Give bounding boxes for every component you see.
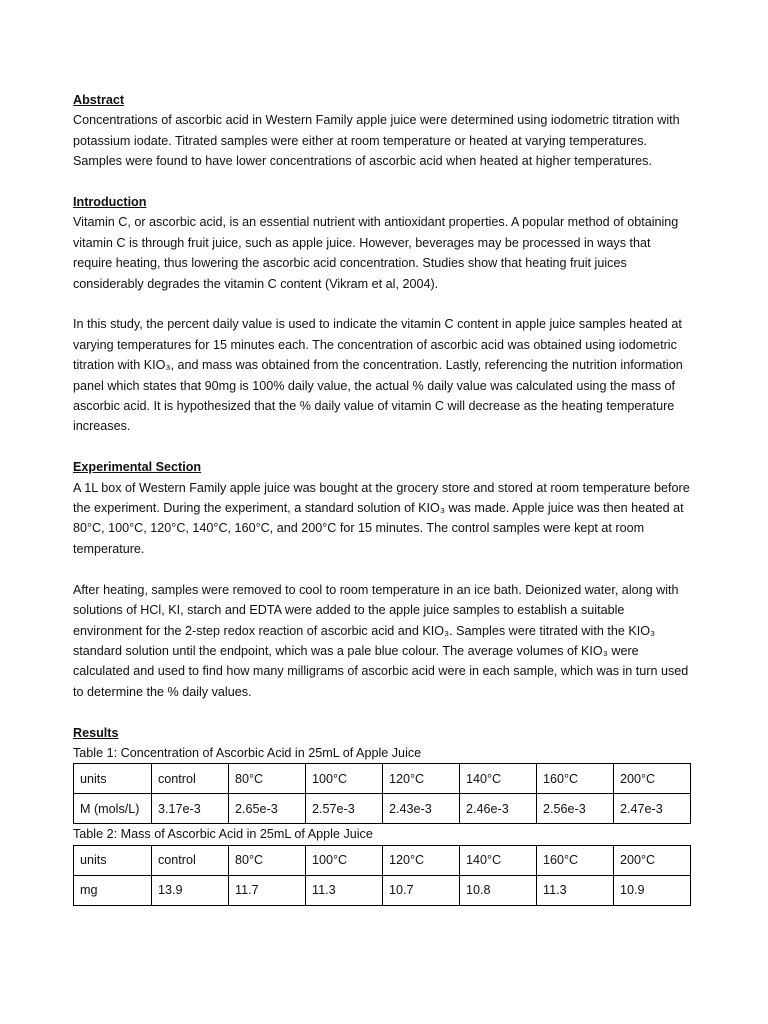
introduction-paragraph-1: Vitamin C, or ascorbic acid, is an essential nutrient with antioxidant properties. A popular method of obtaining vitamin C is through fruit juice, such as apple juice. However, beverages may be processed in ways that require heating, thus lowering the ascorbic acid concentration. Studies show that heating fruit juices considerably degrades the vitamin C content (Vikram et al, 2004).	[73, 215, 679, 291]
concentration-table	[73, 763, 691, 824]
table-cell: units	[74, 845, 152, 875]
table-cell: 2.43e-3	[383, 794, 460, 824]
table-cell: control	[152, 845, 229, 875]
experimental-paragraph-2: After heating, samples were removed to cool to room temperature in an ice bath. Deionized water, along with solutions of HCl, KI, starch and EDTA were added to the apple juice samples to establish a suitable environment for the 2-step redox reaction of ascorbic acid and KIO₃. Samples were titrated with the KIO₃ standard solution until the endpoint, which was a pale blue colour. The average volumes of KIO₃ were calculated and used to find how many milligrams of ascorbic acid were in each sample, which was in turn used to determine the % daily values.	[73, 582, 689, 699]
table-cell: 11.3	[537, 875, 614, 905]
table-row	[74, 794, 691, 824]
table-cell: 10.7	[383, 875, 460, 905]
introduction-heading: Introduction	[73, 195, 147, 210]
table-cell: 120°C	[383, 764, 460, 794]
table-cell: units	[74, 764, 152, 794]
table-cell: M (mols/L)	[74, 794, 152, 824]
table-cell: 11.3	[306, 875, 383, 905]
abstract-heading: Abstract	[73, 93, 125, 107]
experimental-section	[73, 457, 693, 702]
table-1-caption: Table 1: Concentration of Ascorbic Acid in 25mL of Apple Juice	[73, 745, 422, 760]
table-cell: 2.65e-3	[229, 794, 306, 824]
table-cell: 140°C	[460, 845, 537, 875]
table-cell: 3.17e-3	[152, 794, 229, 824]
table-cell: 10.8	[460, 875, 537, 905]
table-cell: 160°C	[537, 764, 614, 794]
table-cell: control	[152, 764, 229, 794]
mass-table	[73, 845, 691, 906]
table-cell: 160°C	[537, 845, 614, 875]
abstract-body: Concentrations of ascorbic acid in Western Family apple juice were determined using iodometric titration with potassium iodate. Titrated samples were either at room temperature or heated at varying temperatures. Samples were found to have lower concentrations of ascorbic acid when heated at higher temperatures.	[73, 113, 680, 169]
table-2-caption: Table 2: Mass of Ascorbic Acid in 25mL of Apple Juice	[73, 827, 373, 842]
experimental-paragraph-1: A 1L box of Western Family apple juice was bought at the grocery store and stored at room temperature before the experiment. During the experiment, a standard solution of KIO₃ was made. Apple juice was then heated at 80°C, 100°C, 120°C, 140°C, 160°C, and 200°C for 15 minutes. The control samples were kept at room temperature.	[73, 480, 690, 556]
table-cell: 2.46e-3	[460, 794, 537, 824]
table-cell: 10.9	[614, 875, 691, 905]
table-cell: 11.7	[229, 875, 306, 905]
table-cell: 120°C	[383, 845, 460, 875]
table-cell: 100°C	[306, 764, 383, 794]
experimental-heading: Experimental Section	[73, 460, 202, 475]
introduction-paragraph-2: In this study, the percent daily value is used to indicate the vitamin C content in apple juice samples heated at varying temperatures for 15 minutes each. The concentration of ascorbic acid was obtained using iodometric titration with KIO₃, and mass was obtained from the concentration. Lastly, referencing the nutrition information panel which states that 90mg is 100% daily value, the actual % daily value was calculated using the mass of ascorbic acid. It is hypothesized that the % daily value of vitamin C will decrease as the heating temperature increases.	[73, 317, 683, 434]
table-row	[74, 764, 691, 794]
table-cell: 2.57e-3	[306, 794, 383, 824]
introduction-section	[73, 192, 693, 437]
table-cell: 80°C	[229, 845, 306, 875]
results-section	[73, 723, 693, 906]
table-cell: 140°C	[460, 764, 537, 794]
table-cell: 2.56e-3	[537, 794, 614, 824]
table-row	[74, 845, 691, 875]
results-heading: Results	[73, 725, 119, 740]
table-cell: 13.9	[152, 875, 229, 905]
table-cell: 200°C	[614, 764, 691, 794]
table-cell: 200°C	[614, 845, 691, 875]
table-cell: 80°C	[229, 764, 306, 794]
table-cell: 2.47e-3	[614, 794, 691, 824]
table-row	[74, 875, 691, 905]
table-cell: 100°C	[306, 845, 383, 875]
abstract-section	[73, 90, 693, 172]
table-cell: mg	[74, 875, 152, 905]
